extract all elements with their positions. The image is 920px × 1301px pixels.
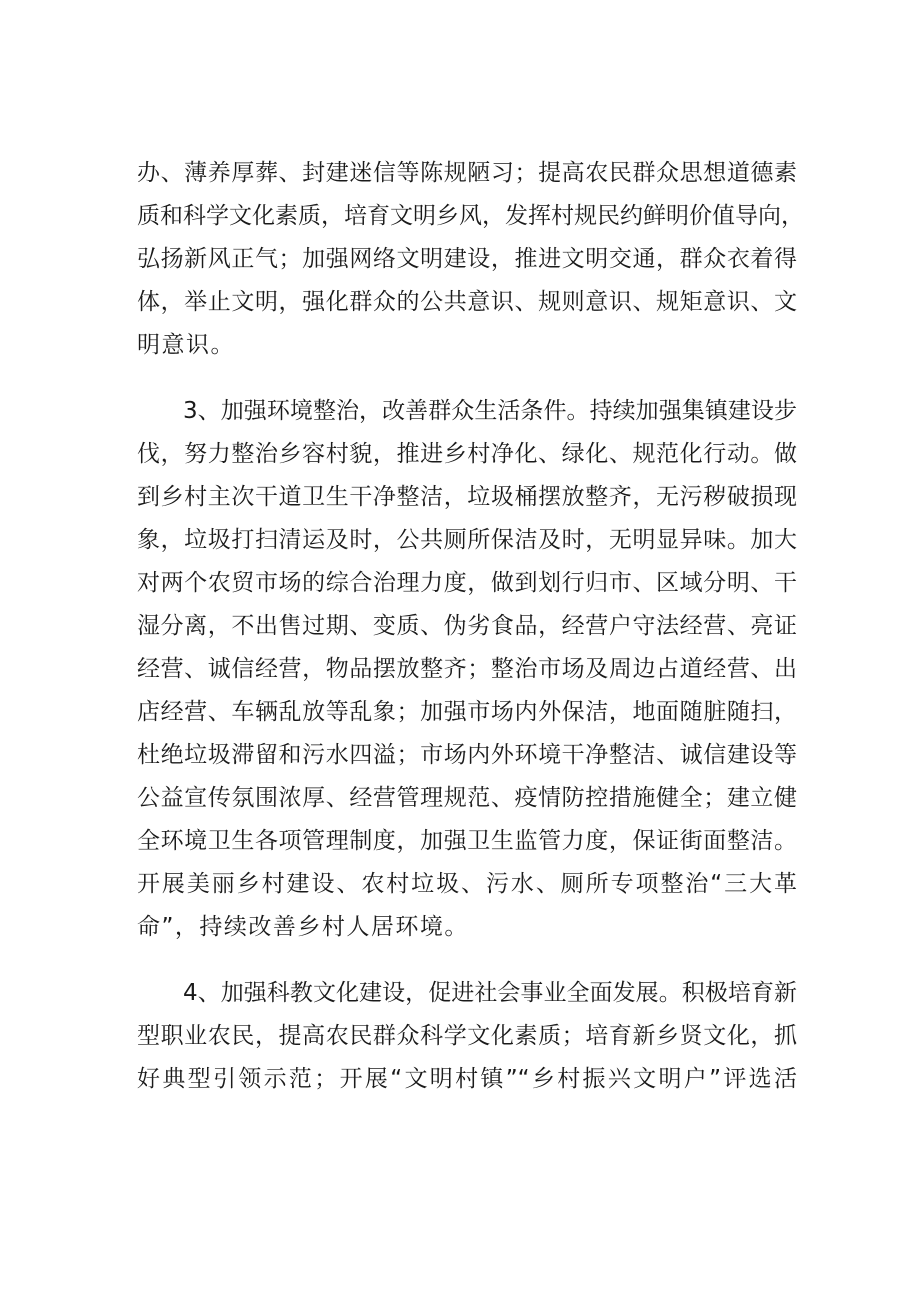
text-line: 明意识。 — [137, 332, 235, 358]
paragraph-spacer — [137, 367, 797, 390]
paragraph-item-3 — [137, 390, 797, 949]
text-line: 象，垃圾打扫清运及时，公共厕所保洁及时，无明显异味。加大 — [137, 527, 797, 553]
text-line: 公益宣传氛围浓厚、经营管理规范、疫情防控措施健全；建立健 — [137, 785, 797, 811]
text-line: 命”，持续改善乡村人居环境。 — [137, 914, 469, 940]
text-line: 杜绝垃圾滞留和污水四溢；市场内外环境干净整洁、诚信建设等 — [137, 742, 797, 768]
text-line: 开展美丽乡村建设、农村垃圾、污水、厕所专项整治“三大革 — [137, 871, 797, 897]
text-line: 到乡村主次干道卫生干净整洁，垃圾桶摆放整齐，无污秽破损现 — [137, 484, 797, 510]
text-line: 好典型引领示范；开展“文明村镇”“乡村振兴文明户”评选活 — [137, 1066, 797, 1092]
text-line: 全环境卫生各项管理制度，加强卫生监管力度，保证街面整洁。 — [137, 828, 797, 854]
paragraph-continued — [137, 152, 804, 367]
text-line: 办、薄养厚葬、封建迷信等陈规陋习；提高农民群众思想道德素 — [137, 160, 797, 186]
text-line: 伐，努力整治乡容村貌，推进乡村净化、绿化、规范化行动。做 — [137, 441, 797, 467]
paragraph-spacer — [137, 949, 797, 972]
paragraph-item-4 — [137, 972, 797, 1101]
text-line: 经营、诚信经营，物品摆放整齐；整治市场及周边占道经营、出 — [137, 656, 797, 682]
text-line: 湿分离，不出售过期、变质、伪劣食品，经营户守法经营、亮证 — [137, 613, 797, 639]
text-line: 4、加强科教文化建设，促进社会事业全面发展。积极培育新 — [183, 980, 797, 1006]
text-line: 型职业农民，提高农民群众科学文化素质；培育新乡贤文化，抓 — [137, 1023, 797, 1049]
text-line: 对两个农贸市场的综合治理力度，做到划行归市、区域分明、干 — [137, 570, 797, 596]
text-line: 店经营、车辆乱放等乱象；加强市场内外保洁，地面随脏随扫， — [137, 699, 797, 725]
text-line: 体，举止文明，强化群众的公共意识、规则意识、规矩意识、文 — [137, 289, 797, 315]
text-line: 质和科学文化素质，培育文明乡风，发挥村规民约鲜明价值导向， — [137, 203, 804, 229]
text-line: 3、加强环境整治，改善群众生活条件。持续加强集镇建设步 — [183, 398, 797, 424]
document-body — [137, 152, 804, 1101]
text-line: 弘扬新风正气；加强网络文明建设，推进文明交通，群众衣着得 — [137, 246, 797, 272]
